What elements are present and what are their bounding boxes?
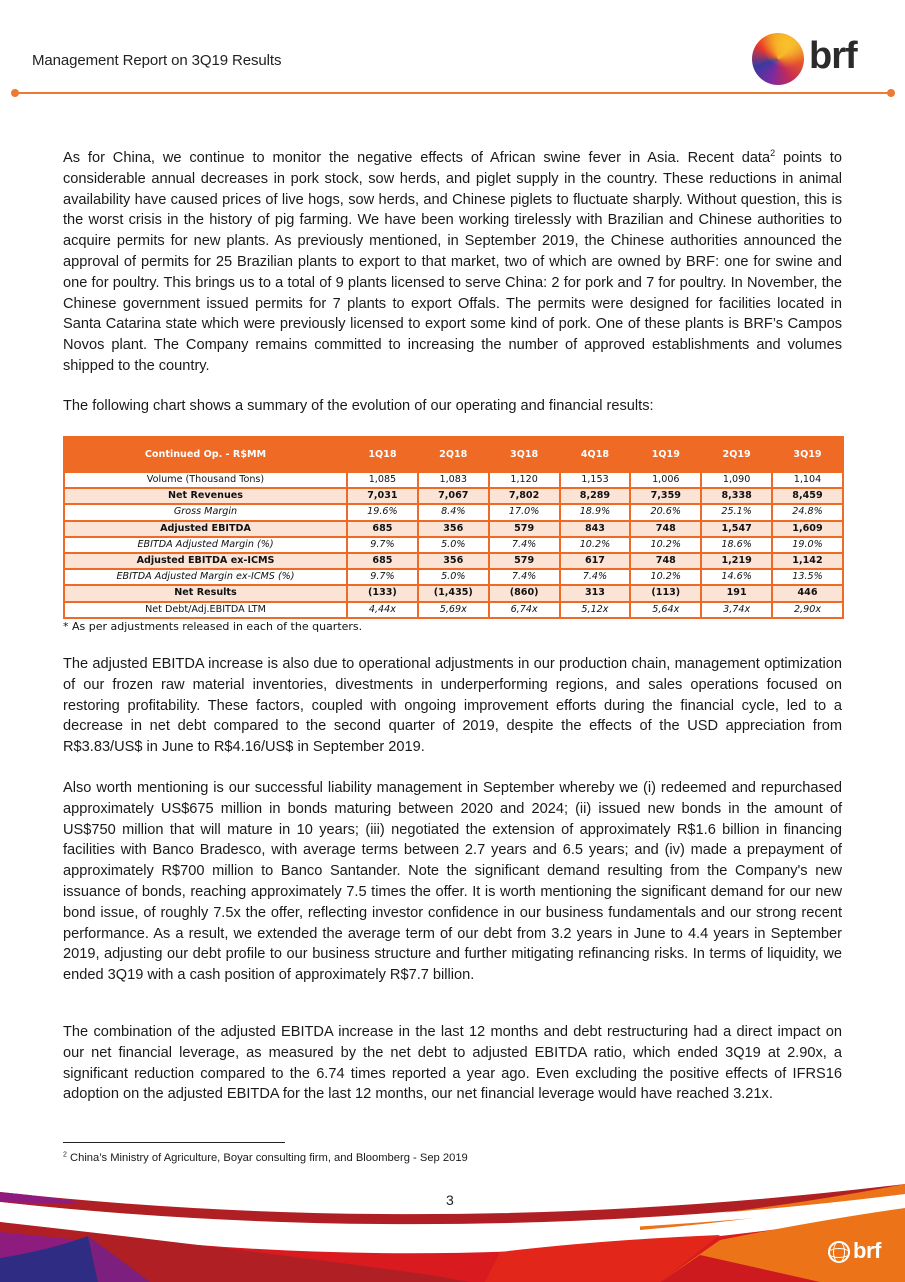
column-header: 1Q19 [630,437,701,472]
column-header: Continued Op. - R$MM [64,437,347,472]
page-number: 3 [446,1192,454,1208]
table-cell: 313 [560,585,631,601]
row-label: Net Revenues [64,488,347,504]
table-cell: 843 [560,521,631,537]
table-cell: 2,90x [772,602,843,618]
table-cell: 25.1% [701,504,772,520]
table-cell: 8,289 [560,488,631,504]
table-cell: 1,085 [347,472,418,488]
paragraph-china [63,148,842,377]
table-cell: 1,153 [560,472,631,488]
table-cell: 10.2% [630,537,701,553]
paragraph-text: As for China, we continue to monitor the negative effects of African swine fever in Asia. Recent data [63,150,771,166]
table-cell: 356 [418,553,489,569]
table-cell: 20.6% [630,504,701,520]
report-title: Management Report on 3Q19 Results [32,52,282,69]
table-cell: 6,74x [489,602,560,618]
table-cell: 191 [701,585,772,601]
row-label: EBITDA Adjusted Margin ex-ICMS (%) [64,569,347,585]
table-cell: 1,104 [772,472,843,488]
row-label: Adjusted EBITDA ex-ICMS [64,553,347,569]
table-cell: 9.7% [347,537,418,553]
table-cell: 8,338 [701,488,772,504]
row-label: Net Results [64,585,347,601]
table-cell: 1,142 [772,553,843,569]
table-cell: 14.6% [701,569,772,585]
table-cell: 17.0% [489,504,560,520]
table-row [64,521,843,537]
table-cell: 10.2% [560,537,631,553]
divider-dot-left [11,89,19,97]
paragraph-ebitda: The adjusted EBITDA increase is also due to operational adjustments in our production chain, management optimization of our frozen raw material inventories, divestments in underperforming regions, and sales operations focused on restoring profitability. These factors, coupled with ongoing improvement efforts during the financial cycle, led to a decrease in net debt compared to the second quarter of 2019, despite the effects of the USD appreciation from R$3.83/US$ in June to R$4.16/US$ in September 2019. [63,656,842,756]
table-cell: 5,69x [418,602,489,618]
table-cell: 5,12x [560,602,631,618]
table-cell: 18.9% [560,504,631,520]
divider-dot-right [887,89,895,97]
table-cell: 1,219 [701,553,772,569]
paragraph-leverage: The combination of the adjusted EBITDA increase in the last 12 months and debt restructuring had a direct impact on our net financial leverage, as measured by the net debt to adjusted EBITDA ratio, which ended 3Q19 at 2.90x, a significant reduction compared to the 6.74 times reported a year ago. Even excluding the positive effects of IFRS16 adoption on the adjusted EBITDA for the last 12 months, our net financial leverage would have reached 3.21x. [63,1024,842,1103]
table-cell: (133) [347,585,418,601]
table-cell: 5,64x [630,602,701,618]
table-row [64,553,843,569]
table-cell: 685 [347,521,418,537]
table-cell: 1,083 [418,472,489,488]
table-cell: 685 [347,553,418,569]
table-note: * As per adjustments released in each of the quarters. [63,620,363,633]
table-cell: (860) [489,585,560,601]
table-cell: 5.0% [418,537,489,553]
footnote-divider [63,1142,285,1143]
table-cell: 579 [489,521,560,537]
table-cell: 579 [489,553,560,569]
column-header: 2Q19 [701,437,772,472]
table-row [64,602,843,618]
table-cell: 1,547 [701,521,772,537]
table-cell: 7,031 [347,488,418,504]
table-cell: 4,44x [347,602,418,618]
paragraph-liability-management: Also worth mentioning is our successful liability management in September whereby we (i) redeemed and repurchased approximately US$675 million in bonds maturing between 2020 and 2024; (ii) issued new bonds in the amount of US$750 million that will mature in 10 years; (iii) negotiated the extension of approximately R$1.6 billion in financing facilities with Banco Bradesco, with average terms between 2.7 years and 6.5 years; and (iv) made a prepayment of approximately R$700 million to Banco Santander. Note the significant demand resulting from the Company's new issuance of bonds, reaching approximately 7.5 times the offer. It is worth mentioning the significant demand for our new bond issue, of roughly 7.5x the offer, reflecting investor confidence in our business fundamentals and our strong recent performance. As a result, we extended the average term of our debt from 3.2 years in June to 4.4 years in September 2019, adjusting our debt profile to our business structure and further mitigating refinancing risks. In terms of liquidity, we ended 3Q19 with a cash position of approximately R$7.7 billion. [63,780,842,984]
table-cell: 1,090 [701,472,772,488]
globe-icon [752,33,804,85]
globe-icon [828,1241,850,1263]
table-cell: 1,609 [772,521,843,537]
footer-decorative-band [0,1180,905,1282]
row-label: Gross Margin [64,504,347,520]
table-cell: 18.6% [701,537,772,553]
table-cell: 7,067 [418,488,489,504]
table-cell: 748 [630,521,701,537]
table-row [64,569,843,585]
column-header: 3Q19 [772,437,843,472]
financial-results-table [63,436,844,619]
table-cell: 5.0% [418,569,489,585]
logo-wordmark: brf [809,35,857,77]
table-cell: 8,459 [772,488,843,504]
table-cell: 7.4% [489,569,560,585]
table-cell: (1,435) [418,585,489,601]
column-header: 3Q18 [489,437,560,472]
table-cell: 356 [418,521,489,537]
column-header: 1Q18 [347,437,418,472]
table-cell: 446 [772,585,843,601]
footnote [63,1152,468,1164]
row-label: EBITDA Adjusted Margin (%) [64,537,347,553]
footnote-reference[interactable]: 2 [770,148,776,159]
table-cell: 748 [630,553,701,569]
table-cell: 1,006 [630,472,701,488]
table-cell: 10.2% [630,569,701,585]
table-cell: 13.5% [772,569,843,585]
table-row [64,504,843,520]
brf-logo [752,33,862,85]
row-label: Adjusted EBITDA [64,521,347,537]
footnote-text: China’s Ministry of Agriculture, Boyar consulting firm, and Bloomberg - Sep 2019 [66,1152,468,1164]
table-cell: (113) [630,585,701,601]
table-cell: 7,802 [489,488,560,504]
row-label: Net Debt/Adj.EBITDA LTM [64,602,347,618]
table-row [64,472,843,488]
column-header: 2Q18 [418,437,489,472]
table-cell: 3,74x [701,602,772,618]
column-header: 4Q18 [560,437,631,472]
paragraph-chart-intro: The following chart shows a summary of the evolution of our operating and financial results: [63,398,654,414]
footer-logo-wordmark: brf [853,1238,881,1263]
table-header-row [64,437,843,472]
row-label: Volume (Thousand Tons) [64,472,347,488]
table-cell: 7.4% [560,569,631,585]
table-cell: 617 [560,553,631,569]
table-cell: 19.6% [347,504,418,520]
table-cell: 7.4% [489,537,560,553]
table-cell: 9.7% [347,569,418,585]
table-cell: 19.0% [772,537,843,553]
table-cell: 8.4% [418,504,489,520]
table-cell: 7,359 [630,488,701,504]
table-row [64,585,843,601]
paragraph-text: points to considerable annual decreases in pork stock, sow herds, and piglet supply in the country. These reductions in animal availability have caused prices of live hogs, sow herds, and Chinese piglets to fluctuate sharply. Without question, this is the worst crisis in the history of pig farming. We have been working tirelessly with Brazilian and Chinese authorities to acquire permits for new plants. As previously mentioned, in September 2019, the Chinese authorities announced the approval of permits for 25 Brazilian plants to export to that market, two of which are owned by BRF: one for swine and one for poultry. This brings us to a total of 9 plants licensed to serve China: 2 for pork and 7 for poultry. In November, the Chinese government issued permits for 7 plants to export Offals. The permits were designed for facilities located in Santa Catarina state which were previously licensed to export some kind of pork. One of these plants is BRF’s Campos Novos plant. The Company remains committed to increasing the number of approved establishments and volumes shipped to the country. [63,150,842,374]
table-row [64,488,843,504]
footer-brf-logo [828,1240,888,1266]
header-divider [14,92,892,94]
table-row [64,537,843,553]
table-cell: 1,120 [489,472,560,488]
table-cell: 24.8% [772,504,843,520]
footnote-marker: 2 [63,1151,67,1159]
